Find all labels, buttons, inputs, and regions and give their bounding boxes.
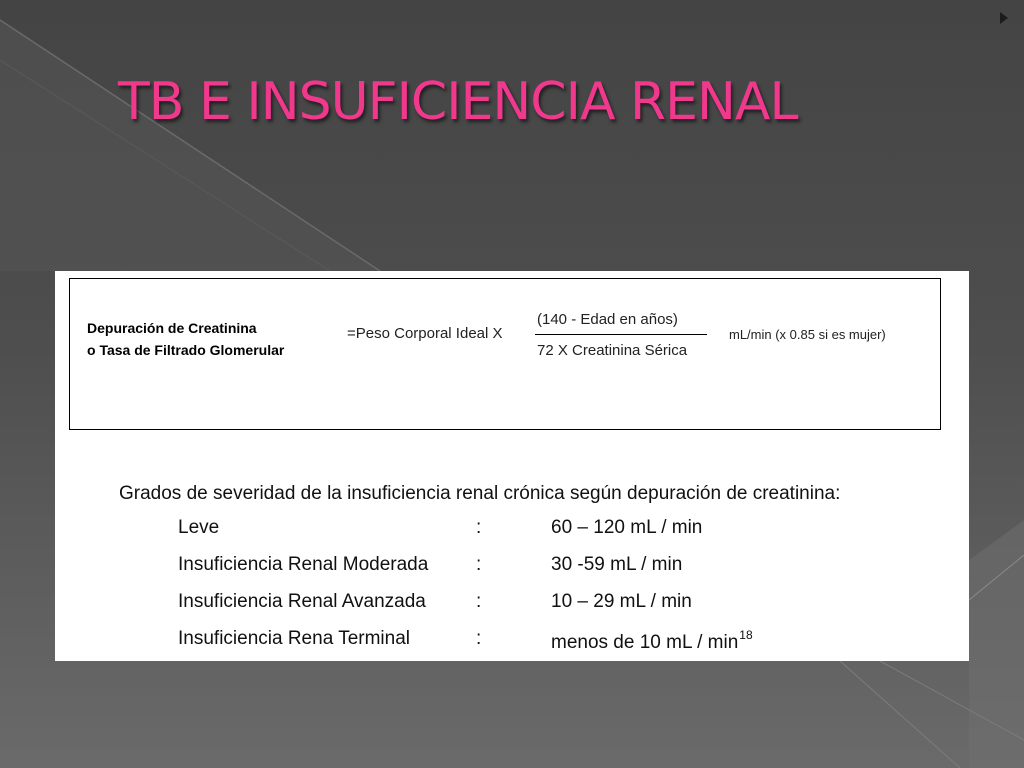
grade-separator: : bbox=[476, 554, 482, 575]
footnote-reference: 18 bbox=[739, 628, 753, 642]
grade-range-value: 30 -59 mL / min bbox=[551, 554, 683, 575]
formula-label-line1: Depuración de Creatinina bbox=[87, 320, 257, 336]
formula-fraction bbox=[535, 311, 710, 359]
grade-range bbox=[551, 628, 753, 654]
grade-range bbox=[551, 517, 702, 539]
slide-title: TB E INSUFICIENCIA RENAL bbox=[118, 72, 798, 132]
grade-separator: : bbox=[476, 628, 482, 649]
formula-unit: mL/min (x 0.85 si es mujer) bbox=[729, 327, 886, 342]
grades-heading: Grados de severidad de la insuficiencia renal crónica según depuración de creatinina: bbox=[119, 483, 841, 504]
formula-box bbox=[69, 278, 941, 430]
grade-range-value: 10 – 29 mL / min bbox=[551, 591, 692, 612]
formula-denominator: 72 X Creatinina Sérica bbox=[537, 342, 688, 359]
formula-label bbox=[87, 317, 284, 361]
formula-numerator: (140 - Edad en años) bbox=[537, 311, 678, 328]
formula-lhs: =Peso Corporal Ideal X bbox=[347, 325, 503, 342]
fraction-bar bbox=[535, 334, 707, 335]
arrow-right-icon bbox=[1000, 12, 1008, 24]
content-image bbox=[55, 271, 969, 661]
grade-name: Insuficiencia Renal Moderada bbox=[178, 554, 429, 575]
grade-name: Leve bbox=[178, 517, 220, 538]
formula-label-line2: o Tasa de Filtrado Glomerular bbox=[87, 342, 285, 358]
grade-range bbox=[551, 591, 692, 613]
grade-name: Insuficiencia Renal Avanzada bbox=[178, 591, 426, 612]
grade-separator: : bbox=[476, 591, 482, 612]
grade-name: Insuficiencia Rena Terminal bbox=[178, 628, 410, 649]
grade-range-value: 60 – 120 mL / min bbox=[551, 517, 703, 538]
grade-range bbox=[551, 554, 682, 576]
grade-range-value: menos de 10 mL / min bbox=[551, 632, 739, 653]
grade-separator: : bbox=[476, 517, 482, 538]
